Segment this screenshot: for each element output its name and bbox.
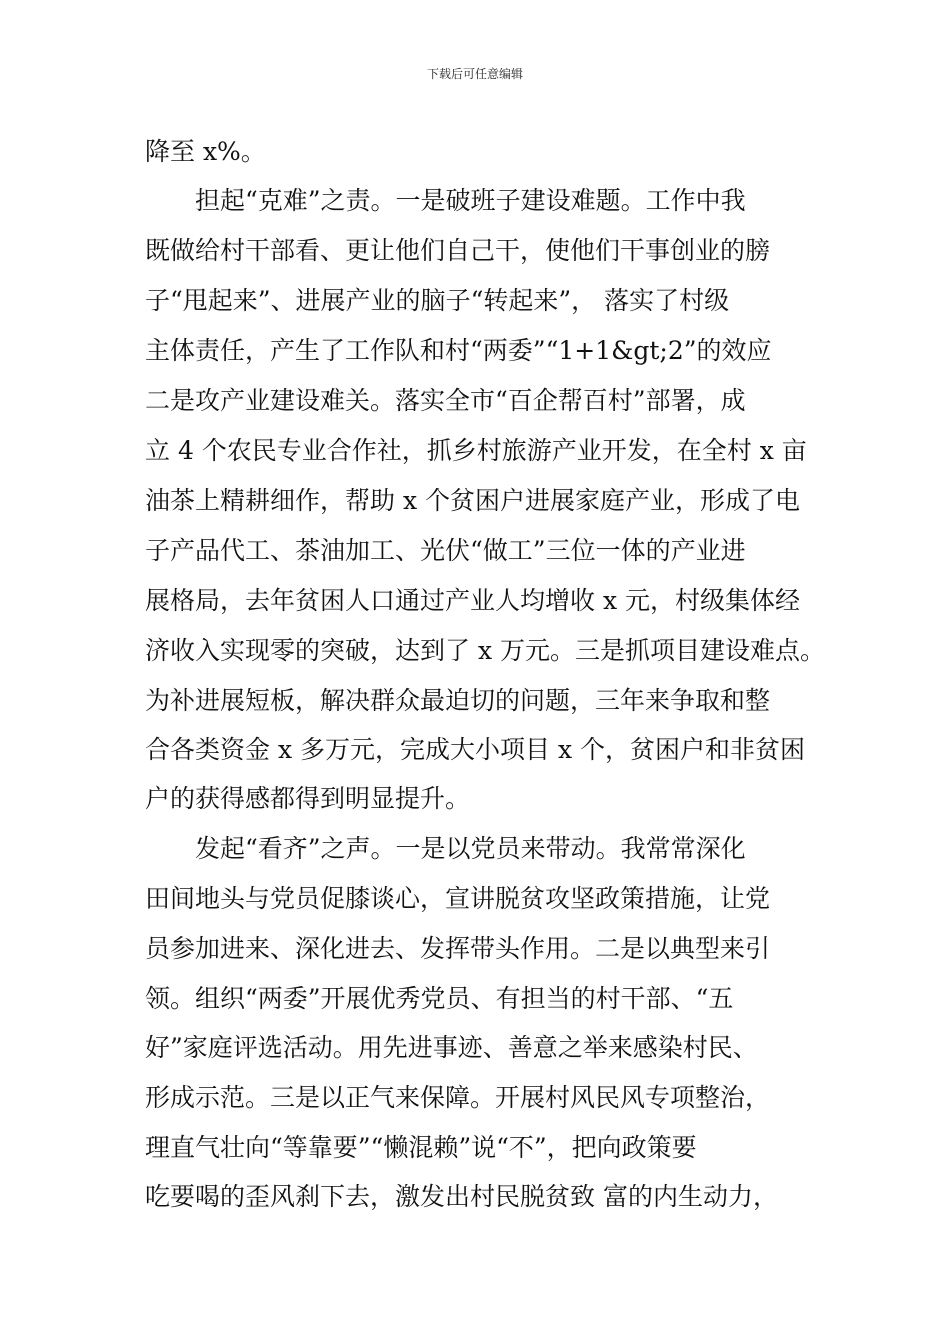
text-line: 二是攻产业建设难关。落实全市“百企帮百村”部署，成	[145, 386, 746, 415]
text-line: 子产品代工、茶油加工、光伏“做工”三位一体的产业进	[145, 536, 746, 565]
text-line: 济收入实现零的突破，达到了 x 万元。三是抓项目建设难点。	[145, 636, 825, 665]
text-line: 既做给村干部看、更让他们自己干，使他们干事创业的膀	[145, 236, 771, 265]
text-line: 为补进展短板，解决群众最迫切的问题，三年来争取和整	[145, 686, 771, 715]
text-line: 子“甩起来”、进展产业的脑子“转起来”， 落实了村级	[145, 286, 730, 315]
text-line: 油茶上精耕细作，帮助 x 个贫困户进展家庭产业，形成了电	[145, 486, 800, 515]
text-line: 吃要喝的歪风刹下去，激发出村民脱贫致 富的内生动力，	[145, 1182, 778, 1211]
text-line: 员参加进来、深化进去、发挥带头作用。二是以典型来引	[145, 934, 771, 963]
text-line: 好”家庭评选活动。用先进事迹、善意之举来感染村民、	[145, 1033, 758, 1062]
text-line: 展格局，去年贫困人口通过产业人均增收 x 元，村级集体经	[145, 586, 800, 615]
text-line: 主体责任，产生了工作队和村“两委”“1+1&gt;2”的效应	[145, 336, 772, 365]
paragraph-start-line: 担起“克难”之责。一是破班子建设难题。工作中我	[195, 186, 746, 215]
text-line: 合各类资金 x 多万元，完成大小项目 x 个，贫困户和非贫困	[145, 735, 805, 764]
text-line: 立 4 个农民专业合作社，抓乡村旅游产业开发，在全村 x 亩	[145, 436, 807, 465]
text-line: 降至 x%。	[145, 137, 266, 166]
text-line: 理直气壮向“等靠要”“懒混赖”说“不”，把向政策要	[145, 1133, 697, 1162]
text-line: 田间地头与党员促膝谈心，宣讲脱贫攻坚政策措施，让党	[145, 884, 771, 913]
paragraph-start-line: 发起“看齐”之声。一是以党员来带动。我常常深化	[195, 834, 746, 863]
text-line: 领。组织“两委”开展优秀党员、有担当的村干部、“五	[145, 984, 734, 1013]
page-header: 下载后可任意编辑	[426, 67, 523, 81]
text-line: 形成示范。三是以正气来保障。开展村风民风专项整治，	[145, 1083, 771, 1112]
text-line: 户的获得感都得到明显提升。	[145, 784, 471, 813]
